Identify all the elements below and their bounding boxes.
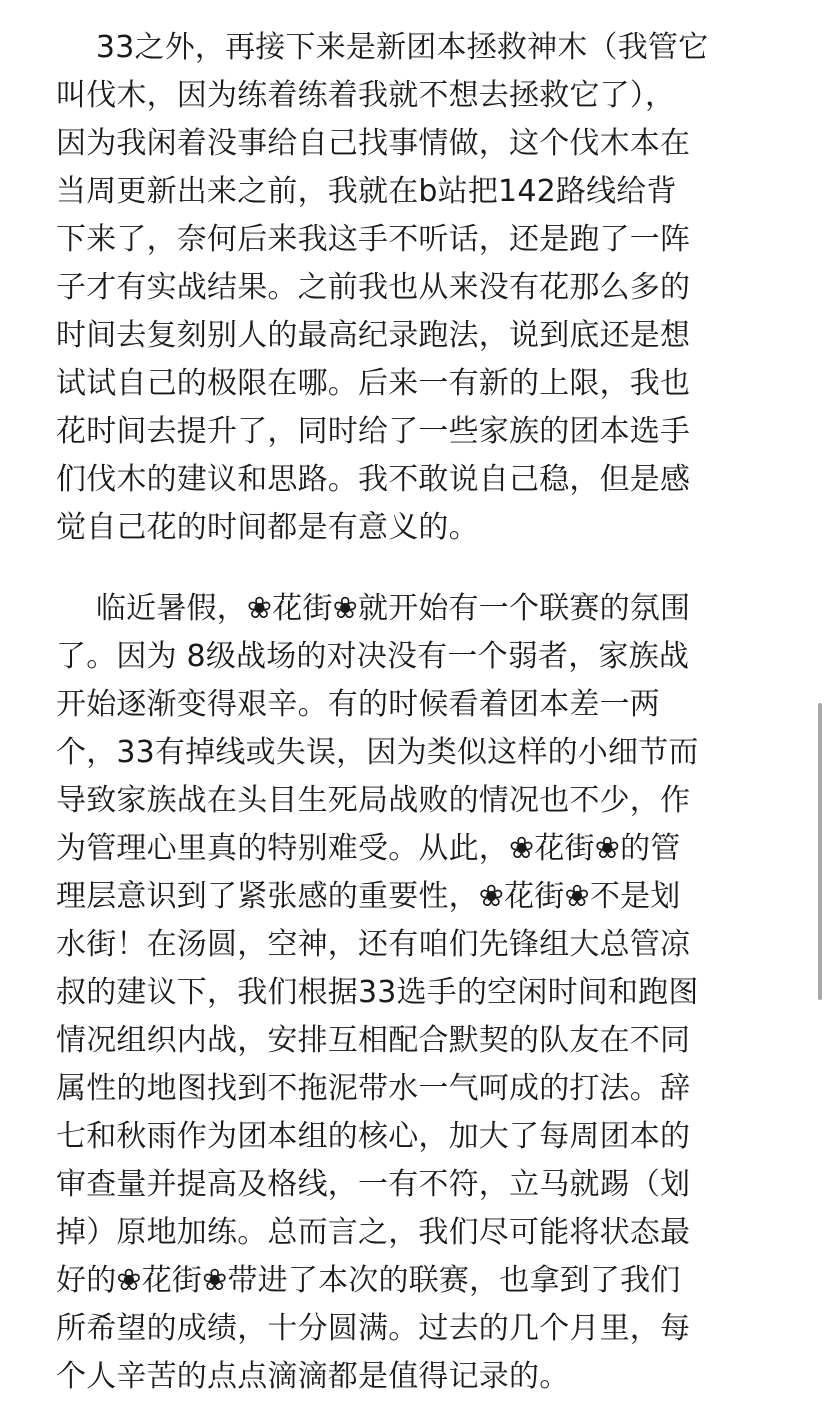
text-line: 个人辛苦的点点滴滴都是值得记录的。 <box>56 1359 570 1394</box>
text-line: 叫伐木，因为练着练着我就不想去拯救它了）， <box>56 78 676 113</box>
text-line: 时间去复刻别人的最高纪录跑法，说到底还是想 <box>56 318 691 353</box>
text-line: 审查量并提高及格线，一有不符，立马就踢（划 <box>56 1167 691 1202</box>
text-line: 属性的地图找到不拖泥带水一气呵成的打法。辞 <box>56 1071 691 1106</box>
text-line: 为管理心里真的特别难受。从此，❀花街❀的管 <box>56 831 681 866</box>
text-line: 试试自己的极限在哪。后来一有新的上限，我也 <box>56 366 691 401</box>
text-line: 33之外，再接下来是新团本拯救神木（我管它 <box>56 30 709 65</box>
text-line: 花时间去提升了，同时给了一些家族的团本选手 <box>56 414 691 449</box>
text-line: 情况组织内战，安排互相配合默契的队友在不同 <box>56 1023 691 1058</box>
text-line: 所希望的成绩，十分圆满。过去的几个月里，每 <box>56 1311 691 1346</box>
text-line: 了。因为 8级战场的对决没有一个弱者，家族战 <box>56 639 690 674</box>
text-line: 掉）原地加练。总而言之，我们尽可能将状态最 <box>56 1215 691 1250</box>
text-line: 子才有实战结果。之前我也从来没有花那么多的 <box>56 270 691 305</box>
text-line: 下来了，奈何后来我这手不听话，还是跑了一阵 <box>56 222 691 257</box>
text-line: 临近暑假，❀花街❀就开始有一个联赛的氛围 <box>56 591 691 626</box>
text-line: 开始逐渐变得艰辛。有的时候看着团本差一两 <box>56 687 660 722</box>
text-line: 个，33有掉线或失误，因为类似这样的小细节而 <box>56 735 699 770</box>
text-line: 叔的建议下，我们根据33选手的空闲时间和跑图 <box>56 975 699 1010</box>
text-line: 理层意识到了紧张感的重要性，❀花街❀不是划 <box>56 879 681 914</box>
text-line: 七和秋雨作为团本组的核心，加大了每周团本的 <box>56 1119 691 1154</box>
text-line: 因为我闲着没事给自己找事情做，这个伐木本在 <box>56 126 691 161</box>
text-line: 好的❀花街❀带进了本次的联赛，也拿到了我们 <box>56 1263 681 1298</box>
text-line: 导致家族战在头目生死局战败的情况也不少，作 <box>56 783 691 818</box>
text-line: 觉自己花的时间都是有意义的。 <box>56 510 479 545</box>
text-line: 当周更新出来之前，我就在b站把142路线给背 <box>56 174 677 209</box>
vertical-scrollbar[interactable] <box>818 703 822 1000</box>
text-line: 们伐木的建议和思路。我不敢说自己稳，但是感 <box>56 462 691 497</box>
text-line: 水街！在汤圆，空神，还有咱们先锋组大总管凉 <box>56 927 691 962</box>
